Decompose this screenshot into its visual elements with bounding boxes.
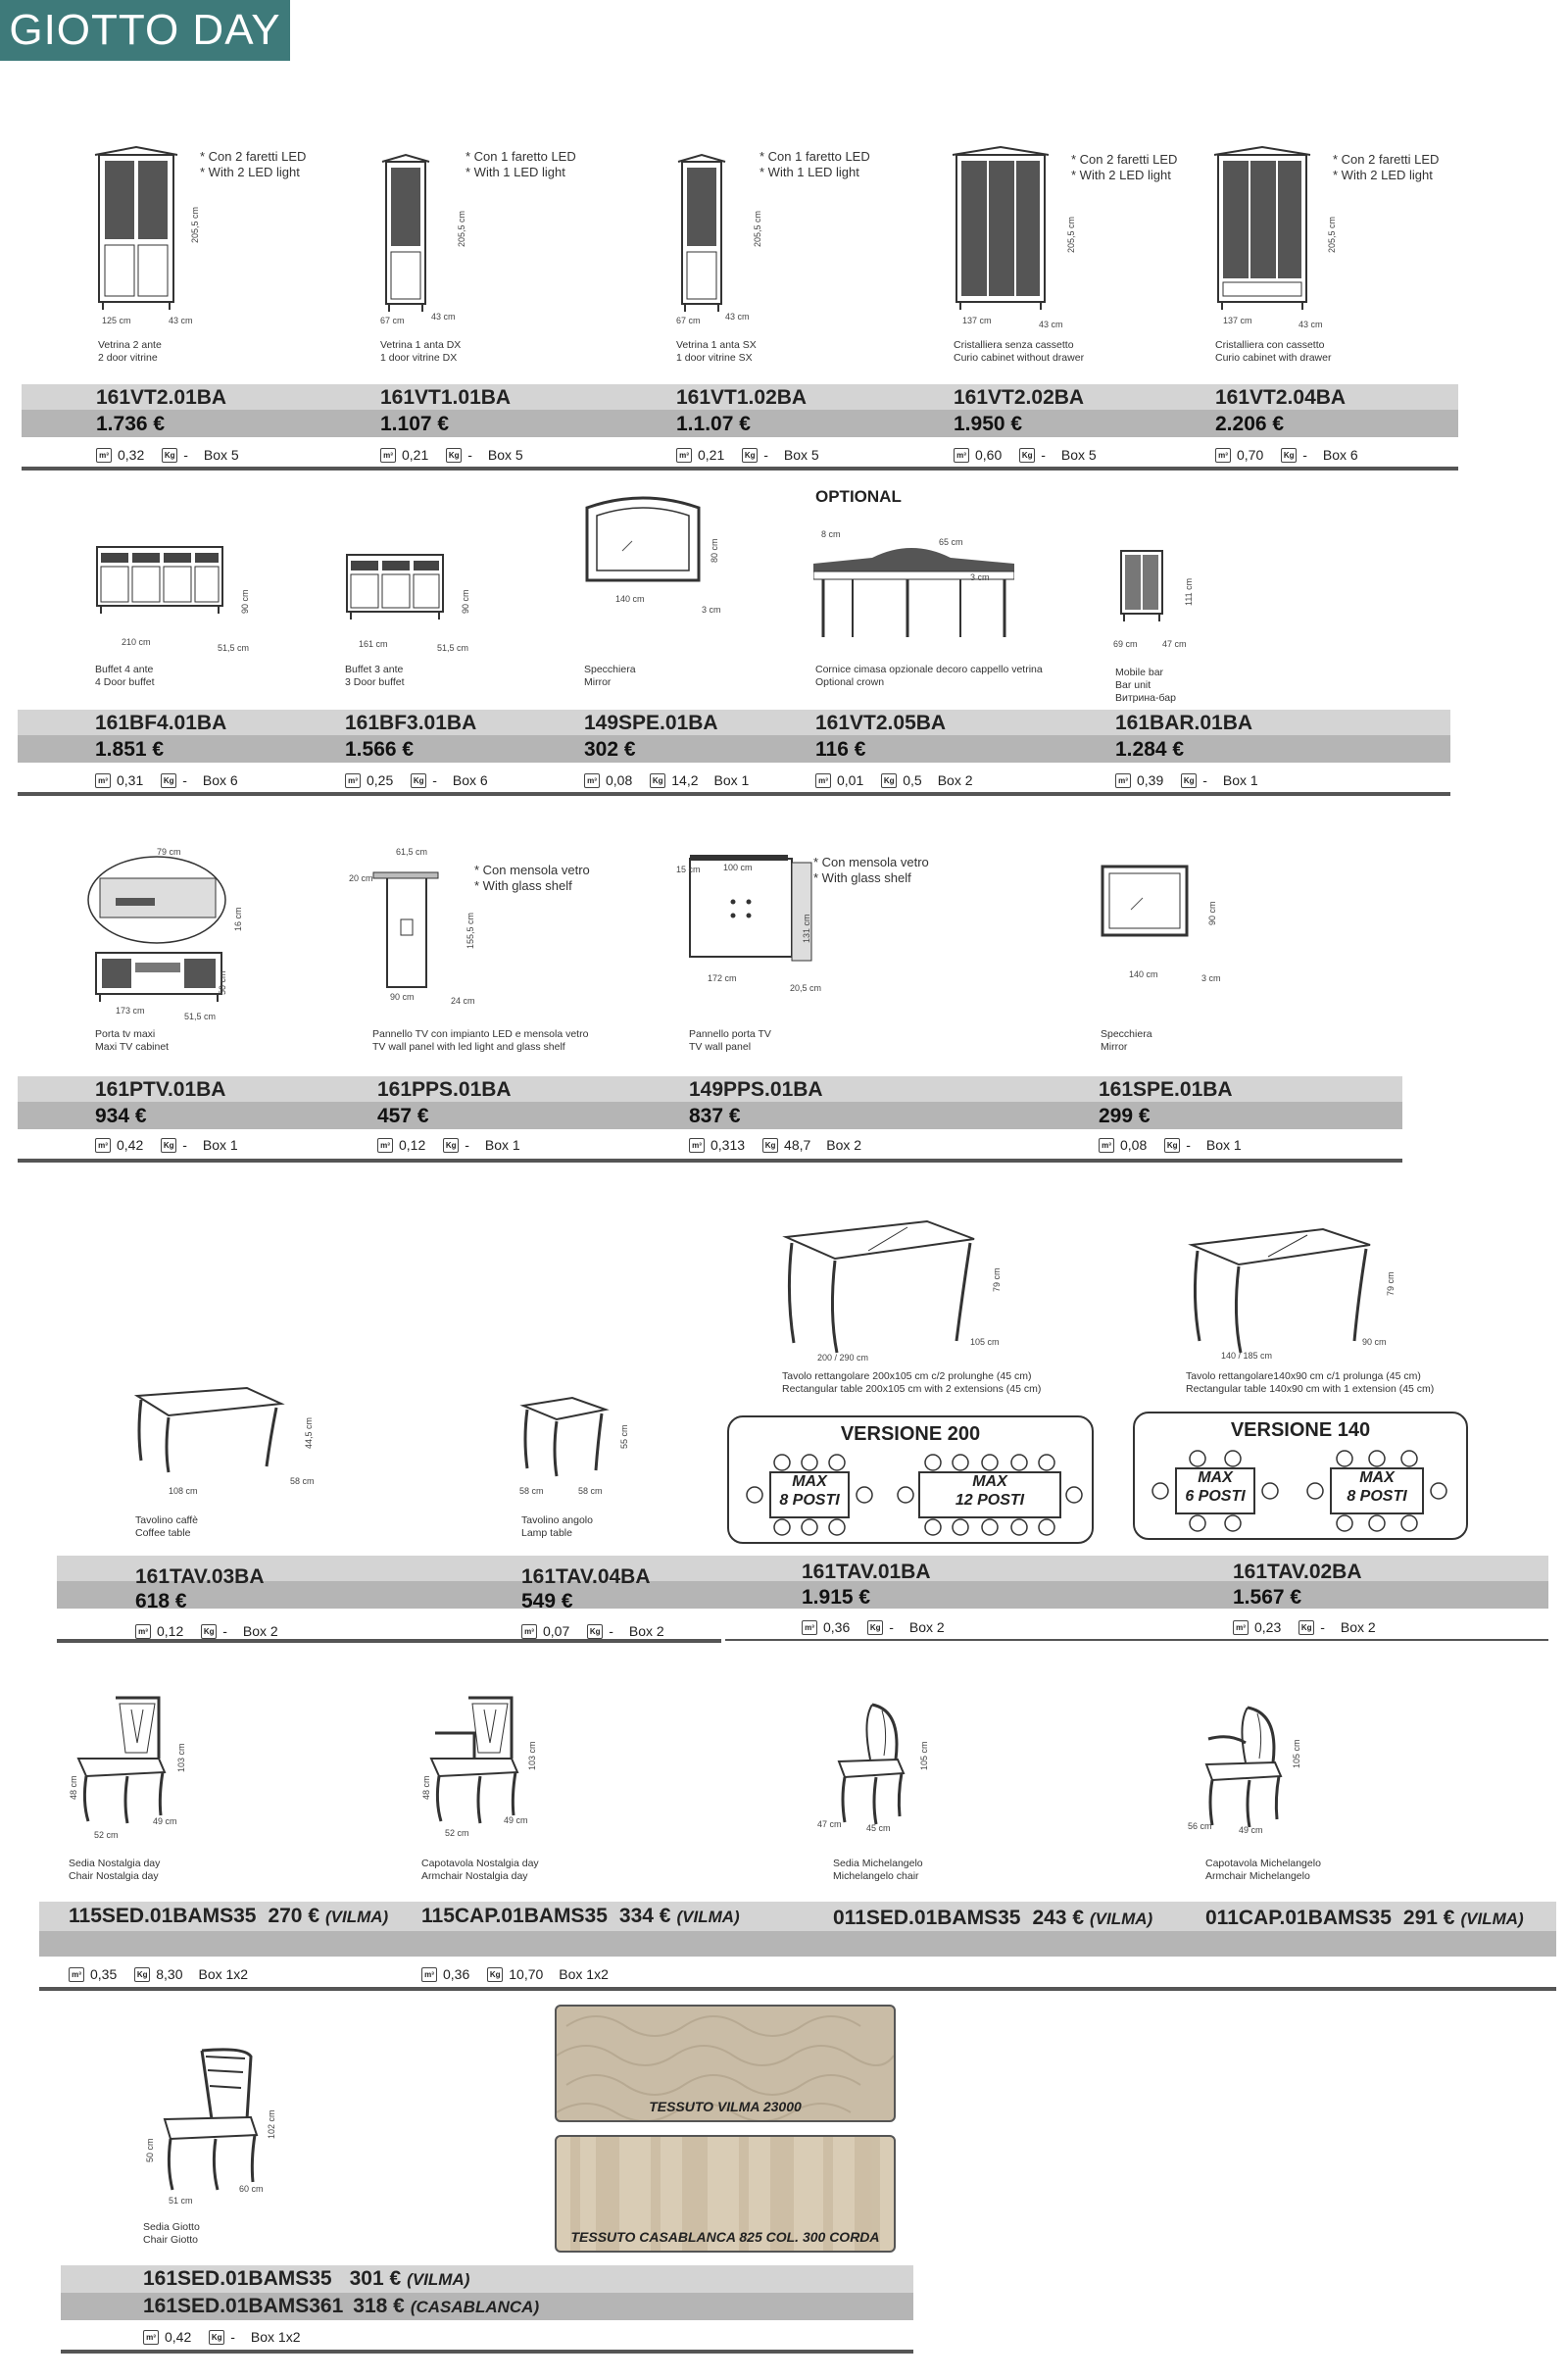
volume-icon: m³ (95, 773, 111, 788)
dim-depth: 90 cm (1362, 1337, 1387, 1347)
weight-icon: Kg (487, 1967, 503, 1982)
product-caption: Pannello TV con impianto LED e mensola vetro TV wall panel with led light and glass shelf (372, 1028, 589, 1053)
led-note: * Con 1 faretto LED * With 1 LED light (760, 149, 870, 179)
volume-icon: m³ (95, 1138, 111, 1153)
glass-shelf-note: * Con mensola vetro * With glass shelf (474, 863, 590, 893)
dim-height: 102 cm (267, 2109, 276, 2139)
shipping-info: m³ 0,31 Kg - Box 6 (95, 772, 238, 788)
page-title: GIOTTO DAY (0, 0, 290, 61)
dim-inner: 15 cm (676, 865, 701, 874)
vitrine-2-door-illustration (93, 145, 181, 314)
version-title: VERSIONE 200 (840, 1423, 981, 1445)
chair-michelangelo-illustration (833, 1701, 911, 1828)
weight-icon: Kg (209, 2330, 224, 2345)
weight-icon: Kg (161, 1138, 176, 1153)
product-code: 115CAP.01BAMS35 334 € (VILMA) (421, 1905, 740, 1927)
product-price: 299 € (1099, 1105, 1151, 1127)
dim-depth: 58 cm (290, 1476, 315, 1486)
weight-icon: Kg (762, 1138, 778, 1153)
dim-width: 56 cm (1188, 1821, 1212, 1831)
product-code: 161VT2.02BA (954, 386, 1085, 409)
section-rule (725, 1639, 1548, 1641)
dim-depth: 58 cm (578, 1486, 603, 1496)
seats-label: 8 POSTI (779, 1492, 840, 1509)
dim-depth: 51,5 cm (218, 643, 250, 653)
product-caption: Vetrina 1 anta SX 1 door vitrine SX (676, 339, 757, 364)
dim-depth: 3 cm (702, 605, 721, 615)
chair-giotto-illustration (157, 2047, 265, 2194)
dim-height: 155,5 cm (466, 912, 475, 949)
dim-width: 137 cm (1223, 316, 1252, 325)
dim-width: 173 cm (116, 1006, 145, 1016)
section-rule (18, 1159, 1402, 1163)
weight-icon: Kg (867, 1620, 883, 1635)
shipping-info: m³ 0,23 Kg - Box 2 (1233, 1619, 1376, 1635)
dim-height: 205,5 cm (457, 210, 466, 247)
product-caption: Vetrina 2 ante 2 door vitrine (98, 339, 162, 364)
lamp-table-illustration (517, 1392, 612, 1480)
dim-depth: 24 cm (451, 996, 475, 1006)
dim-depth: 51,5 cm (437, 643, 469, 653)
shipping-info: m³ 0,21 Kg - Box 5 (676, 447, 819, 463)
dim-seat: 50 cm (145, 2138, 155, 2162)
armchair-michelangelo-illustration (1200, 1704, 1289, 1831)
product-price: 2.206 € (1215, 413, 1285, 435)
product-code: 161TAV.04BA (521, 1565, 651, 1588)
shipping-info: m³ 0,25 Kg - Box 6 (345, 772, 488, 788)
section-rule (57, 1639, 721, 1643)
product-code: 149SPE.01BA (584, 712, 718, 734)
volume-icon: m³ (1215, 448, 1231, 463)
dim-height: 44,5 cm (304, 1416, 314, 1449)
dim-height: 103 cm (527, 1741, 537, 1770)
chair-nostalgia-illustration (69, 1694, 176, 1826)
dim-inner: 16 cm (233, 907, 243, 931)
dim-depth: 49 cm (153, 1816, 177, 1826)
weight-icon: Kg (1019, 448, 1035, 463)
dim-seat: 48 cm (69, 1775, 78, 1800)
product-caption: Tavolino angolo Lamp table (521, 1514, 593, 1539)
product-caption: Tavolo rettangolare 200x105 cm c/2 prolunghe (45 cm) Rectangular table 200x105 cm with 2 extensions (45 cm) (782, 1370, 1042, 1395)
dim-height: 105 cm (919, 1741, 929, 1770)
dim-depth: 43 cm (1039, 320, 1063, 329)
weight-icon: Kg (443, 1138, 459, 1153)
product-code: 161BAR.01BA (1115, 712, 1253, 734)
dim-depth: 20,5 cm (790, 983, 822, 993)
weight-icon: Kg (742, 448, 758, 463)
dim-depth: 45 cm (866, 1823, 891, 1833)
buffet-4-door-illustration (93, 539, 230, 627)
shipping-info: m³ 0,12 Kg - Box 1 (377, 1137, 520, 1153)
weight-icon: Kg (446, 448, 462, 463)
price-band (18, 735, 1450, 763)
dim-width: 161 cm (359, 639, 388, 649)
section-rule (61, 2350, 913, 2354)
weight-icon: Kg (134, 1967, 150, 1982)
volume-icon: m³ (345, 773, 361, 788)
dim-height: 79 cm (1386, 1271, 1396, 1296)
shipping-info: m³ 0,12 Kg - Box 2 (135, 1623, 278, 1639)
dim-height: 90 cm (240, 589, 250, 614)
dim-top: 79 cm (157, 847, 181, 857)
shipping-info: m³ 0,08 Kg 14,2 Box 1 (584, 772, 749, 788)
weight-icon: Kg (411, 773, 426, 788)
dim-height: 205,5 cm (753, 210, 762, 247)
version-200-box (727, 1415, 1094, 1544)
product-caption: Tavolino caffè Coffee table (135, 1514, 199, 1539)
dim-width: 140 / 185 cm (1221, 1351, 1273, 1361)
seating-8-diagram (1303, 1449, 1450, 1533)
led-note: * Con 2 faretti LED * With 2 LED light (1071, 152, 1178, 182)
weight-icon: Kg (162, 448, 177, 463)
shipping-info: m³ 0,60 Kg - Box 5 (954, 447, 1097, 463)
shipping-info: m³ 0,08 Kg - Box 1 (1099, 1137, 1242, 1153)
product-price: 1.915 € (802, 1586, 871, 1609)
dim-depth: 51,5 cm (184, 1012, 217, 1021)
glass-shelf-note: * Con mensola vetro * With glass shelf (813, 855, 929, 885)
dim-width: 108 cm (169, 1486, 198, 1496)
dim-top: 61,5 cm (396, 847, 428, 857)
tv-wall-panel-led-illustration (368, 865, 446, 992)
dim-height: 80 cm (710, 538, 719, 563)
product-caption: Mobile bar Bar unit Витрина-бар (1115, 667, 1176, 704)
product-price: 549 € (521, 1590, 573, 1612)
volume-icon: m³ (380, 448, 396, 463)
vitrine-1-door-sx-illustration (676, 152, 730, 314)
version-140-box (1133, 1412, 1468, 1540)
volume-icon: m³ (676, 448, 692, 463)
armchair-nostalgia-illustration (421, 1694, 529, 1826)
dim-width: 47 cm (817, 1819, 842, 1829)
product-code: 161TAV.03BA (135, 1565, 265, 1588)
product-code: 011CAP.01BAMS35 291 € (VILMA) (1205, 1907, 1524, 1929)
product-caption: Specchiera Mirror (1101, 1028, 1152, 1053)
dim-width: 137 cm (962, 316, 992, 325)
dim-height: 79 cm (992, 1267, 1002, 1292)
seats-label: 8 POSTI (1347, 1488, 1407, 1505)
dim-inner: 20 cm (349, 873, 373, 883)
dim-depth: 3 cm (970, 572, 990, 582)
product-price: 1.107 € (380, 413, 450, 435)
weight-icon: Kg (201, 1624, 217, 1639)
product-caption: Sedia Nostalgia day Chair Nostalgia day (69, 1858, 161, 1882)
tv-wall-panel-illustration (688, 853, 820, 963)
dim-height: 90 cm (1207, 901, 1217, 925)
product-caption: Pannello porta TV TV wall panel (689, 1028, 771, 1053)
product-price: 934 € (95, 1105, 147, 1127)
dim-width: 67 cm (676, 316, 701, 325)
seating-8-diagram (741, 1453, 878, 1537)
dim-depth: 47 cm (1162, 639, 1187, 649)
dim-height: 205,5 cm (190, 206, 200, 243)
dim-depth: 60 cm (239, 2184, 264, 2194)
weight-icon: Kg (1298, 1620, 1314, 1635)
shipping-info: m³ 0,01 Kg 0,5 Box 2 (815, 772, 973, 788)
product-code: 161VT2.01BA (96, 386, 227, 409)
product-code: 161VT1.02BA (676, 386, 808, 409)
product-price: 837 € (689, 1105, 741, 1127)
weight-icon: Kg (650, 773, 665, 788)
dim-width: 51 cm (169, 2196, 193, 2206)
product-code: 161SED.01BAMS35 301 € (VILMA) (143, 2267, 470, 2290)
dim-width: 172 cm (708, 973, 737, 983)
product-code: 161PPS.01BA (377, 1078, 512, 1101)
dim-width: 200 / 290 cm (817, 1353, 869, 1363)
volume-icon: m³ (1099, 1138, 1114, 1153)
max-label: MAX (1359, 1469, 1395, 1486)
dim-width: 125 cm (102, 316, 131, 325)
shipping-info: m³ 0,313 Kg 48,7 Box 2 (689, 1137, 861, 1153)
maxi-tv-cabinet-illustration (86, 853, 233, 1019)
volume-icon: m³ (521, 1624, 537, 1639)
fabric-label: TESSUTO VILMA 23000 (649, 2099, 802, 2114)
bar-unit-illustration (1117, 547, 1171, 625)
product-code: 011SED.01BAMS35 243 € (VILMA) (833, 1907, 1153, 1929)
dim-seat: 48 cm (421, 1775, 431, 1800)
product-caption: Sedia Giotto Chair Giotto (143, 2221, 200, 2246)
volume-icon: m³ (143, 2330, 159, 2345)
product-caption: Buffet 3 ante 3 Door buffet (345, 664, 405, 688)
curio-cabinet-without-drawer-illustration (951, 145, 1054, 314)
product-caption: Buffet 4 ante 4 Door buffet (95, 664, 155, 688)
optional-label: OPTIONAL (815, 487, 902, 506)
product-price: 1.567 € (1233, 1586, 1302, 1609)
product-caption: Cristalliera con cassetto Curio cabinet with drawer (1215, 339, 1332, 364)
dim-depth: 49 cm (1239, 1825, 1263, 1835)
product-price: 1.736 € (96, 413, 166, 435)
mirror-161-illustration (1100, 863, 1193, 941)
product-caption: Cornice cimasa opzionale decoro cappello vetrina Optional crown (815, 664, 1043, 688)
seats-label: 12 POSTI (955, 1492, 1025, 1509)
optional-crown-illustration (813, 534, 1014, 637)
led-note: * Con 2 faretti LED * With 2 LED light (1333, 152, 1440, 182)
product-caption: Porta tv maxi Maxi TV cabinet (95, 1028, 170, 1053)
shipping-info: m³ 0,39 Kg - Box 1 (1115, 772, 1258, 788)
volume-icon: m³ (689, 1138, 705, 1153)
shipping-info: m³ 0,32 Kg - Box 5 (96, 447, 239, 463)
dim-depth: 49 cm (504, 1815, 528, 1825)
volume-icon: m³ (69, 1967, 84, 1982)
rectangular-table-140-illustration (1186, 1223, 1377, 1361)
dim-depth: 43 cm (169, 316, 193, 325)
dim-height: 90 cm (461, 589, 470, 614)
dim-width: 90 cm (390, 992, 415, 1002)
version-title: VERSIONE 140 (1230, 1419, 1371, 1441)
volume-icon: m³ (802, 1620, 817, 1635)
volume-icon: m³ (135, 1624, 151, 1639)
product-price: 618 € (135, 1590, 187, 1612)
product-price: 1.950 € (954, 413, 1023, 435)
product-price: 457 € (377, 1105, 429, 1127)
weight-icon: Kg (881, 773, 897, 788)
volume-icon: m³ (1115, 773, 1131, 788)
section-rule (39, 1987, 1556, 1991)
product-code: 161BF3.01BA (345, 712, 477, 734)
volume-icon: m³ (421, 1967, 437, 1982)
dim-width: 69 cm (1113, 639, 1138, 649)
curio-cabinet-with-drawer-illustration (1212, 145, 1315, 314)
seating-6-diagram (1147, 1449, 1284, 1533)
dim-width: 140 cm (1129, 969, 1158, 979)
weight-icon: Kg (1281, 448, 1297, 463)
product-price: 1.284 € (1115, 738, 1185, 761)
product-code: 161TAV.02BA (1233, 1561, 1362, 1583)
shipping-info: m³ 0,07 Kg - Box 2 (521, 1623, 664, 1639)
fabric-swatch-casablanca (555, 2135, 896, 2253)
dim-height: 103 cm (176, 1743, 186, 1772)
weight-icon: Kg (587, 1624, 603, 1639)
dim-depth: 3 cm (1201, 973, 1221, 983)
price-band (39, 1931, 1556, 1957)
coffee-table-illustration (129, 1382, 286, 1480)
max-label: MAX (1198, 1469, 1233, 1486)
dim-width: 52 cm (445, 1828, 469, 1838)
weight-icon: Kg (161, 773, 176, 788)
volume-icon: m³ (377, 1138, 393, 1153)
dim-depth: 43 cm (725, 312, 750, 322)
dim-height: 131 cm (802, 914, 811, 943)
dim-depth: 43 cm (431, 312, 456, 322)
volume-icon: m³ (584, 773, 600, 788)
product-caption: Capotavola Nostalgia day Armchair Nostalgia day (421, 1858, 539, 1882)
dim-width: 67 cm (380, 316, 405, 325)
led-note: * Con 2 faretti LED * With 2 LED light (200, 149, 307, 179)
led-note: * Con 1 faretto LED * With 1 LED light (466, 149, 576, 179)
shipping-info: m³ 0,36 Kg 10,70 Box 1x2 (421, 1966, 609, 1982)
product-caption: Tavolo rettangolare140x90 cm c/1 prolunga (45 cm) Rectangular table 140x90 cm with 1 extension (45 cm) (1186, 1370, 1435, 1395)
volume-icon: m³ (1233, 1620, 1249, 1635)
product-price: 1.566 € (345, 738, 415, 761)
product-code: 161VT2.05BA (815, 712, 947, 734)
dim-height: 8 cm (821, 529, 841, 539)
product-price: 1.851 € (95, 738, 165, 761)
product-caption: Sedia Michelangelo Michelangelo chair (833, 1858, 923, 1882)
product-caption: Capotavola Michelangelo Armchair Michelangelo (1205, 1858, 1321, 1882)
product-caption: Specchiera Mirror (584, 664, 636, 688)
section-rule (22, 467, 1458, 471)
seating-12-diagram (894, 1453, 1086, 1537)
dim-height: 111 cm (1184, 577, 1194, 606)
vitrine-1-door-dx-illustration (380, 152, 434, 314)
product-price: 116 € (815, 738, 866, 761)
shipping-info: m³ 0,42 Kg - Box 1x2 (143, 2329, 301, 2345)
mirror-illustration (583, 492, 703, 585)
dim-height: 205,5 cm (1066, 216, 1076, 253)
dim-width: 140 cm (615, 594, 645, 604)
section-rule (18, 792, 1450, 796)
seats-label: 6 POSTI (1185, 1488, 1246, 1505)
volume-icon: m³ (954, 448, 969, 463)
product-code: 161BF4.01BA (95, 712, 227, 734)
shipping-info: m³ 0,36 Kg - Box 2 (802, 1619, 945, 1635)
dim-top: 100 cm (723, 863, 753, 872)
product-code: 161SED.01BAMS361 318 € (CASABLANCA) (143, 2295, 540, 2317)
shipping-info: m³ 0,70 Kg - Box 6 (1215, 447, 1358, 463)
product-caption: Vetrina 1 anta DX 1 door vitrine DX (380, 339, 462, 364)
rectangular-table-200-illustration (780, 1215, 981, 1358)
product-price: 1.1.07 € (676, 413, 751, 435)
shipping-info: m³ 0,42 Kg - Box 1 (95, 1137, 238, 1153)
shipping-info: m³ 0,35 Kg 8,30 Box 1x2 (69, 1966, 248, 1982)
volume-icon: m³ (96, 448, 112, 463)
product-code: 161VT2.04BA (1215, 386, 1347, 409)
product-price: 302 € (584, 738, 636, 761)
fabric-swatch-vilma (555, 2005, 896, 2122)
max-label: MAX (792, 1473, 827, 1490)
dim-height: 55 cm (619, 1424, 629, 1449)
dim-height: 105 cm (1292, 1739, 1301, 1768)
dim-depth: 105 cm (970, 1337, 1000, 1347)
dim-width: 210 cm (122, 637, 151, 647)
dim-height: 205,5 cm (1327, 216, 1337, 253)
buffet-3-door-illustration (343, 549, 451, 632)
product-code: 115SED.01BAMS35 270 € (VILMA) (69, 1905, 389, 1927)
dim-height: 50 cm (218, 970, 227, 995)
product-code: 161VT1.01BA (380, 386, 512, 409)
fabric-label: TESSUTO CASABLANCA 825 COL. 300 CORDA (570, 2229, 880, 2245)
product-code: 149PPS.01BA (689, 1078, 823, 1101)
weight-icon: Kg (1181, 773, 1197, 788)
weight-icon: Kg (1164, 1138, 1180, 1153)
product-code: 161TAV.01BA (802, 1561, 931, 1583)
dim-depth: 43 cm (1298, 320, 1323, 329)
dim-width: 52 cm (94, 1830, 119, 1840)
shipping-info: m³ 0,21 Kg - Box 5 (380, 447, 523, 463)
dim-width: 58 cm (519, 1486, 544, 1496)
product-caption: Cristalliera senza cassetto Curio cabinet without drawer (954, 339, 1085, 364)
dim-width: 65 cm (939, 537, 963, 547)
max-label: MAX (972, 1473, 1007, 1490)
product-code: 161SPE.01BA (1099, 1078, 1233, 1101)
volume-icon: m³ (815, 773, 831, 788)
product-code: 161PTV.01BA (95, 1078, 226, 1101)
